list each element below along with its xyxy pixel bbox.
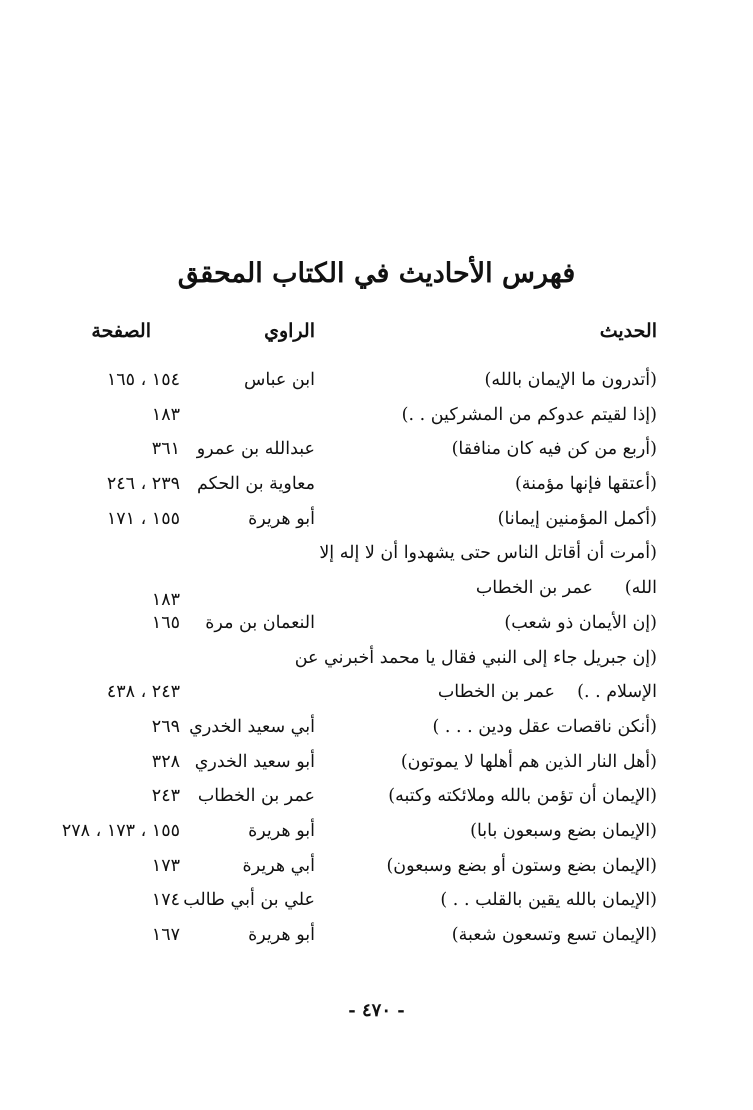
hadith-text: (الإيمان بضع وستون أو بضع وسبعون) bbox=[386, 855, 657, 876]
page-numbers: ٢٤٣ bbox=[151, 786, 180, 807]
narrator-name: عمر بن الخطاب bbox=[475, 578, 593, 599]
table-row bbox=[0, 748, 753, 783]
table-row bbox=[0, 574, 753, 609]
page-numbers: ٣٦١ bbox=[151, 439, 180, 460]
page-numbers: ١٦٥ bbox=[151, 612, 180, 633]
hadith-text: (أنكن ناقصات عقل ودين . . . ) bbox=[432, 716, 657, 737]
narrator-name: أبو هريرة bbox=[248, 508, 315, 529]
hadith-index-table bbox=[0, 366, 753, 956]
table-row bbox=[0, 401, 753, 436]
narrator-name: ابن عباس bbox=[243, 370, 315, 390]
hadith-text-line2: الإسلام . .) bbox=[577, 682, 657, 703]
page-numbers: ٢٦٩ bbox=[151, 716, 180, 737]
narrator-name: أبي سعيد الخدري bbox=[189, 716, 315, 737]
hadith-text: (أكمل المؤمنين إيمانا) bbox=[497, 508, 657, 529]
table-row bbox=[0, 852, 753, 887]
hadith-text: (أهل النار الذين هم أهلها لا يموتون) bbox=[400, 751, 657, 772]
table-row bbox=[0, 713, 753, 748]
hadith-text-line2: الله) bbox=[624, 578, 657, 599]
table-header bbox=[0, 320, 753, 352]
header-hadith: الحديث bbox=[599, 320, 657, 342]
narrator-name: عمر بن الخطاب bbox=[197, 786, 315, 807]
hadith-text: (أربع من كن فيه كان منافقا) bbox=[451, 439, 657, 460]
narrator-name: عمر بن الخطاب bbox=[437, 682, 555, 703]
header-narrator: الراوي bbox=[264, 320, 315, 342]
page-numbers: ١٥٤ ، ١٦٥ bbox=[106, 370, 180, 390]
page-numbers: ١٦٧ bbox=[151, 925, 180, 945]
table-row-continued bbox=[0, 539, 753, 574]
hadith-text: (إن الأيمان ذو شعب) bbox=[504, 612, 657, 633]
hadith-text: (الإيمان بضع وسبعون بابا) bbox=[470, 820, 657, 841]
table-row bbox=[0, 782, 753, 817]
narrator-name: عبدالله بن عمرو bbox=[196, 439, 315, 460]
page-numbers: ١٧٣ bbox=[151, 855, 180, 876]
narrator-name: معاوية بن الحكم bbox=[197, 474, 315, 495]
table-row bbox=[0, 609, 753, 644]
page-numbers: ١٥٥ ، ١٧١ bbox=[106, 508, 180, 529]
page-numbers: ٢٤٣ ، ٤٣٨ bbox=[106, 682, 180, 703]
header-page: الصفحة bbox=[91, 320, 151, 342]
narrator-name: النعمان بن مرة bbox=[205, 612, 315, 633]
table-row bbox=[0, 678, 753, 713]
hadith-text-line1: (إن جبريل جاء إلى النبي فقال يا محمد أخبرني عن bbox=[294, 647, 657, 668]
page-number: - ٤٧٠ - bbox=[348, 1000, 405, 1021]
table-row bbox=[0, 921, 753, 956]
hadith-text: (أتدرون ما الإيمان بالله) bbox=[484, 370, 657, 390]
table-row bbox=[0, 817, 753, 852]
hadith-text: (الإيمان بالله يقين بالقلب . . ) bbox=[440, 890, 657, 911]
narrator-name: أبو سعيد الخدري bbox=[194, 751, 315, 772]
table-row bbox=[0, 435, 753, 470]
hadith-text: (الإيمان أن تؤمن بالله وملائكته وكتبه) bbox=[388, 786, 657, 807]
hadith-text: (أعتقها فإنها مؤمنة) bbox=[514, 474, 657, 495]
narrator-name: علي بن أبي طالب bbox=[183, 890, 315, 911]
hadith-text: (الإيمان تسع وتسعون شعبة) bbox=[451, 925, 657, 945]
page-title: فهرس الأحاديث في الكتاب المحقق bbox=[177, 258, 576, 289]
page-numbers: ١٧٤ bbox=[151, 890, 180, 911]
page-numbers: ١٨٣ bbox=[151, 404, 180, 425]
narrator-name: أبو هريرة bbox=[248, 925, 315, 945]
page-numbers: ٣٢٨ bbox=[151, 751, 180, 772]
table-row bbox=[0, 505, 753, 540]
hadith-text: (إذا لقيتم عدوكم من المشركين . .) bbox=[401, 404, 657, 425]
narrator-name: أبو هريرة bbox=[248, 820, 315, 841]
hadith-text-line1: (أمرت أن أقاتل الناس حتى يشهدوا أن لا إله إلا bbox=[319, 543, 657, 564]
page-numbers: ١٨٣ bbox=[151, 590, 180, 611]
table-row bbox=[0, 886, 753, 921]
page-numbers: ١٥٥ ، ١٧٣ ، ٢٧٨ bbox=[61, 820, 180, 841]
table-row bbox=[0, 470, 753, 505]
table-row bbox=[0, 366, 753, 401]
table-row-continued bbox=[0, 644, 753, 679]
narrator-name: أبي هريرة bbox=[242, 855, 315, 876]
page-numbers: ٢٣٩ ، ٢٤٦ bbox=[106, 474, 180, 495]
